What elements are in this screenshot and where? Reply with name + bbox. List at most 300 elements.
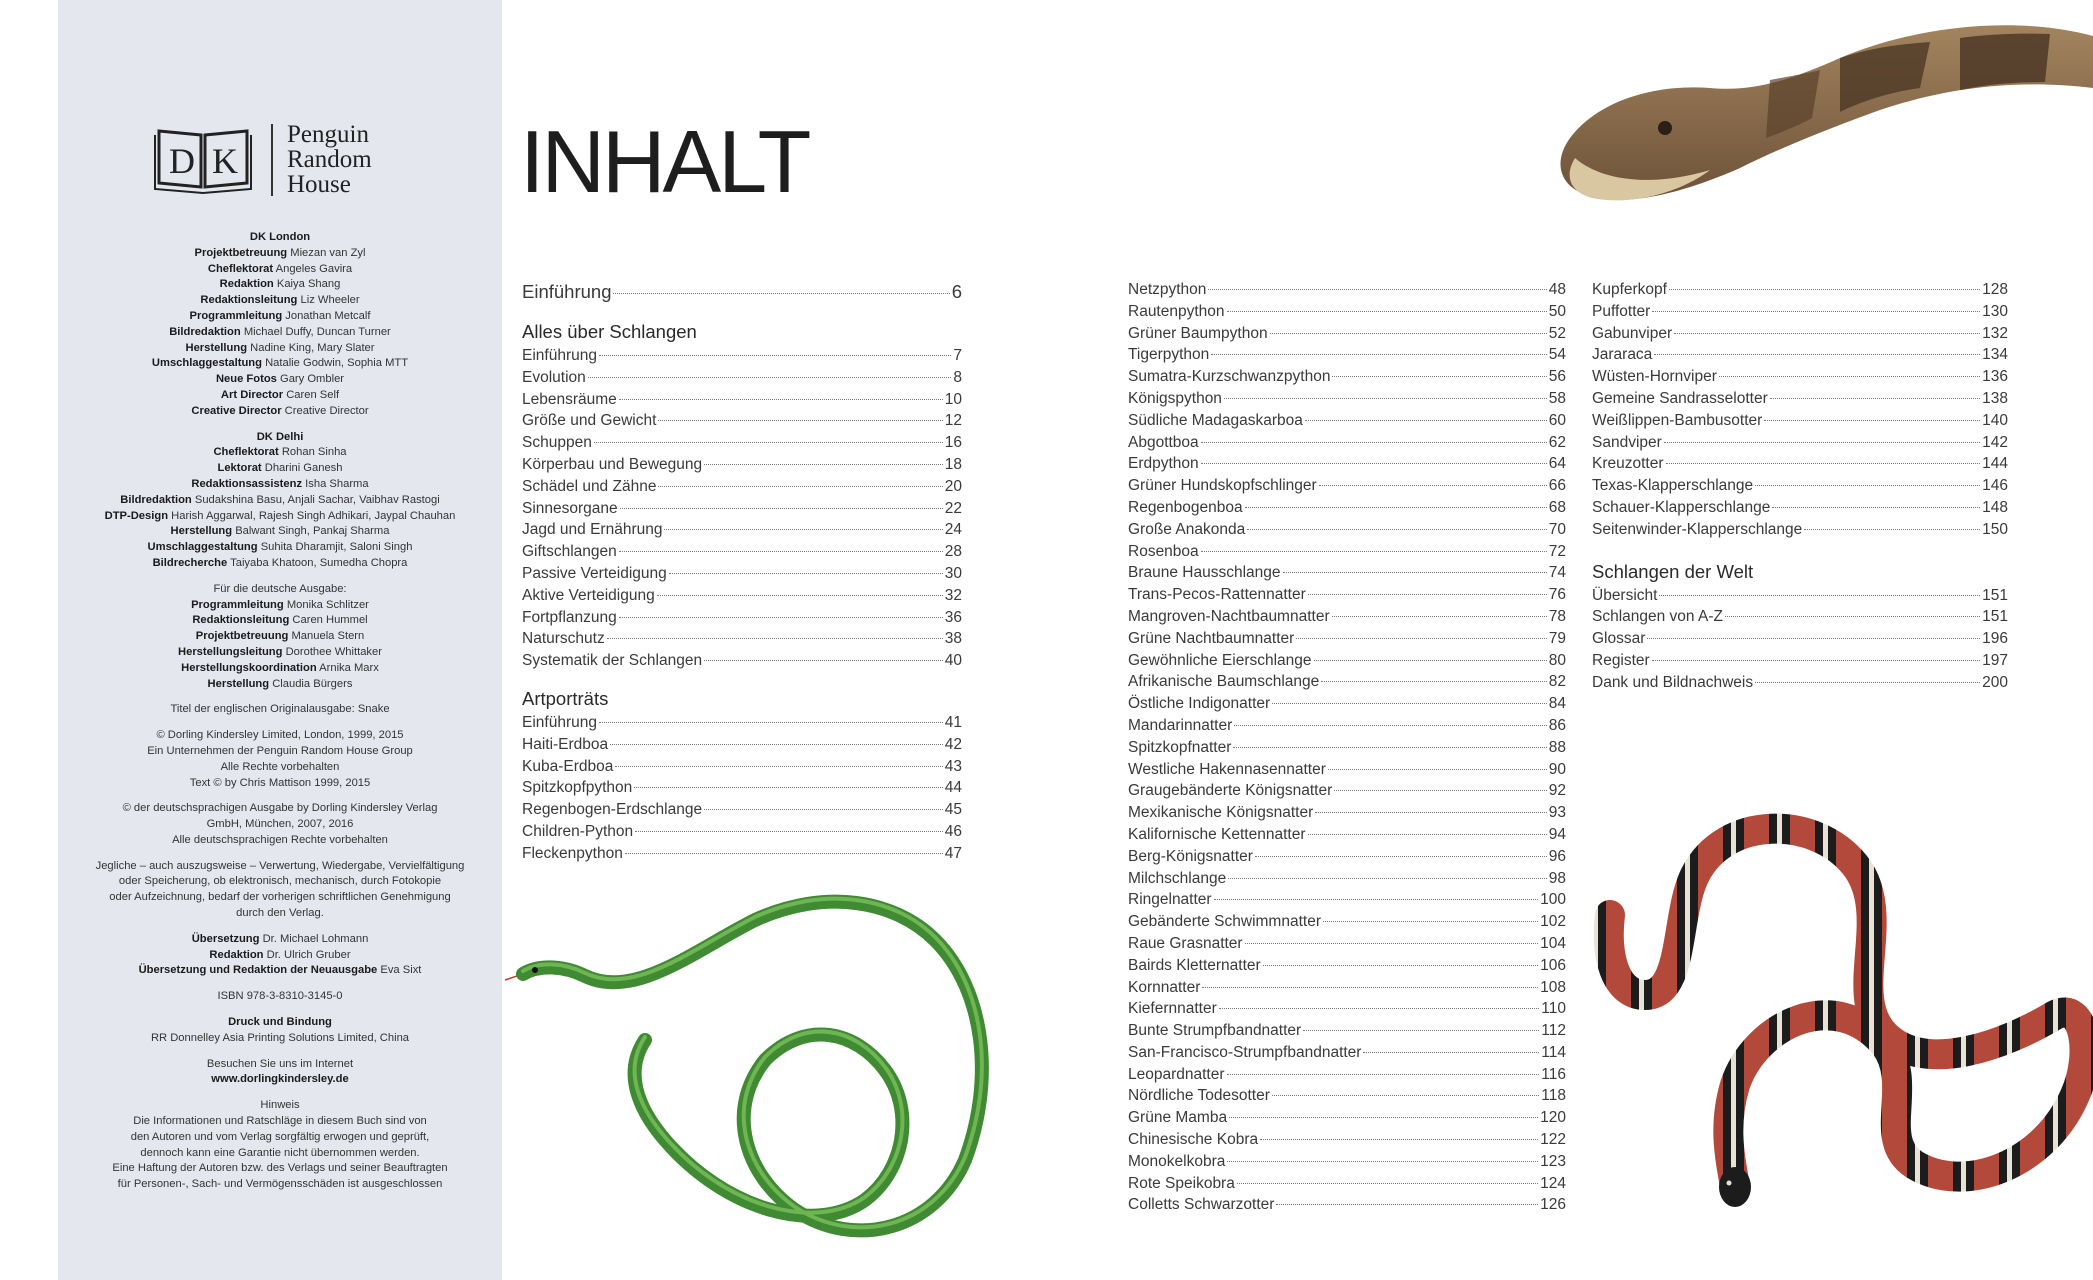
toc-entry-page: 10 [944, 390, 962, 408]
milk-snake-illustration [1585, 795, 2093, 1215]
toc-entry[interactable] [522, 519, 962, 541]
toc-entry-label: Netzpython [1128, 281, 1207, 298]
credit-role: Bildredaktion [120, 493, 192, 506]
toc-entry-page: 130 [1982, 302, 2008, 320]
toc-leader-dots [1296, 638, 1546, 639]
toc-entry-label: Kalifornische Kettennatter [1128, 825, 1306, 843]
notice-heading: Hinweis [260, 1099, 300, 1112]
toc-entry[interactable] [522, 279, 962, 305]
toc-entry[interactable] [1128, 802, 1566, 824]
toc-leader-dots [1772, 507, 1980, 508]
credits-german-edition [72, 582, 488, 693]
toc-entry-page: 82 [1548, 673, 1566, 691]
toc-entry-page: 32 [944, 586, 962, 604]
dk-letter-d: D [169, 140, 195, 181]
toc-entry-page: 144 [1982, 455, 2008, 473]
toc-entry-label: Tigerpython [1128, 346, 1210, 364]
toc-entry-label: Seitenwinder-Klapperschlange [1592, 520, 1803, 538]
toc-leader-dots [1332, 616, 1547, 617]
publisher-logo [153, 122, 372, 197]
credit-line [72, 293, 488, 309]
toc-entry-label: Aktive Verteidigung [522, 586, 655, 604]
credit-role: Bildredaktion [169, 325, 241, 338]
toc-entry[interactable] [1128, 671, 1566, 693]
toc-entry-label: Giftschlangen [522, 543, 617, 561]
toc-entry-page: 120 [1540, 1109, 1566, 1127]
credit-line [72, 404, 488, 420]
toc-entry[interactable] [1592, 628, 2008, 650]
toc-entry[interactable] [522, 628, 962, 650]
toc-leader-dots [704, 464, 943, 465]
toc-entry[interactable] [1592, 344, 2008, 366]
toc-entry-label: Evolution [522, 368, 586, 386]
toc-entry[interactable] [1128, 410, 1566, 432]
toc-entry[interactable] [1128, 519, 1566, 541]
toc-leader-dots [619, 617, 943, 618]
toc-entry-label: Körperbau und Bewegung [522, 455, 703, 473]
toc-entry[interactable] [1592, 410, 2008, 432]
toc-entry-page: 42 [944, 735, 962, 753]
toc-entry[interactable] [1592, 650, 2008, 672]
toc-entry-page: 60 [1548, 411, 1566, 429]
toc-entry-page: 54 [1548, 346, 1566, 364]
credit-name: Dorothee Whittaker [285, 645, 382, 658]
toc-entry[interactable] [1128, 584, 1566, 606]
toc-entry-label: Grüne Nachtbaumnatter [1128, 629, 1295, 647]
credit-text-line: © Dorling Kindersley Limited, London, 1999, 2015 [156, 729, 404, 742]
toc-entry[interactable] [1128, 846, 1566, 868]
toc-entry[interactable] [1128, 562, 1566, 584]
toc-leader-dots [1234, 725, 1546, 726]
toc-entry[interactable] [1592, 301, 2008, 323]
toc-entry[interactable] [522, 454, 962, 476]
toc-entry-page: 110 [1541, 1000, 1566, 1018]
credits-dk-london [72, 230, 488, 420]
toc-entry[interactable] [1592, 388, 2008, 410]
toc-entry[interactable] [1128, 1107, 1566, 1129]
toc-entry[interactable] [1128, 541, 1566, 563]
toc-entry[interactable] [1128, 977, 1566, 999]
toc-entry-label: Wüsten-Hornviper [1592, 368, 1717, 386]
toc-entry[interactable] [1592, 475, 2008, 497]
toc-entry[interactable] [1128, 693, 1566, 715]
toc-leader-dots [1669, 289, 1980, 290]
toc-entry-page: 112 [1541, 1022, 1566, 1040]
toc-leader-dots [1725, 616, 1980, 617]
toc-entry-label: Mandarinnatter [1128, 716, 1233, 734]
toc-entry-page: 116 [1541, 1065, 1566, 1083]
toc-entry[interactable] [1592, 672, 2008, 694]
toc-entry-label: Rautenpython [1128, 302, 1225, 320]
toc-leader-dots [1201, 463, 1547, 464]
credit-name: Suhita Dharamjit, Saloni Singh [260, 541, 413, 554]
toc-entry-label: Bunte Strumpfbandnatter [1128, 1022, 1302, 1040]
credit-role: Programmleitung [191, 598, 284, 611]
toc-entry-label: Naturschutz [522, 630, 605, 648]
credit-text-line: Ein Unternehmen der Penguin Random House Group [147, 744, 413, 757]
print-block [72, 1015, 488, 1047]
toc-entry-page: 118 [1541, 1087, 1566, 1105]
toc-entry[interactable] [522, 821, 962, 843]
toc-column-3 [1592, 279, 2008, 694]
toc-entry[interactable] [1128, 1151, 1566, 1173]
credit-name: Natalie Godwin, Sophia MTT [265, 357, 409, 370]
toc-entry[interactable] [1128, 279, 1566, 301]
toc-entry[interactable] [1128, 606, 1566, 628]
toc-entry-label: Colletts Schwarzotter [1128, 1196, 1275, 1214]
toc-entry[interactable] [522, 843, 962, 865]
credit-line [72, 372, 488, 388]
toc-entry-page: 106 [1540, 956, 1566, 974]
toc-leader-dots [1719, 376, 1980, 377]
publisher-name [287, 122, 372, 197]
toc-entry[interactable] [522, 563, 962, 585]
toc-entry[interactable] [522, 432, 962, 454]
toc-entry[interactable] [1128, 780, 1566, 802]
toc-entry-page: 50 [1548, 302, 1566, 320]
toc-entry[interactable] [1128, 301, 1566, 323]
credit-name: Taiyaba Khatoon, Sumedha Chopra [230, 556, 408, 569]
credit-role: Umschlaggestaltung [147, 541, 258, 554]
toc-entry-page: 79 [1548, 629, 1566, 647]
credit-line [72, 645, 488, 661]
toc-entry-label: Trans-Pecos-Rattennatter [1128, 586, 1306, 604]
toc-entry[interactable] [522, 541, 962, 563]
toc-entry-label: Register [1592, 651, 1650, 669]
toc-leader-dots [1272, 1095, 1539, 1096]
toc-entry-label: Passive Verteidigung [522, 564, 667, 582]
toc-leader-dots [1237, 1183, 1538, 1184]
toc-entry[interactable] [1592, 323, 2008, 345]
toc-entry-label: Nördliche Todesotter [1128, 1087, 1270, 1105]
toc-entry-label: Sinnesorgane [522, 499, 618, 517]
toc-leader-dots [635, 831, 943, 832]
toc-entry-page: 151 [1982, 608, 2008, 626]
toc-entry-page: 104 [1540, 934, 1566, 952]
toc-entry[interactable] [522, 585, 962, 607]
credit-role: Lektorat [217, 462, 262, 475]
toc-entry[interactable] [522, 756, 962, 778]
toc-leader-dots [658, 486, 942, 487]
toc-entry-label: Milchschlange [1128, 869, 1227, 887]
credit-name: Angeles Gavira [275, 262, 353, 275]
toc-entry-label: Mexikanische Königsnatter [1128, 804, 1314, 822]
credit-text-line: Eine Haftung der Autoren bzw. des Verlags und seiner Beauftragten [112, 1162, 448, 1175]
toc-entry[interactable] [1128, 650, 1566, 672]
credit-name: Michael Duffy, Duncan Turner [243, 325, 391, 338]
toc-section-heading: Artporträts [522, 687, 609, 709]
toc-entry[interactable] [522, 389, 962, 411]
credit-role: Herstellungsleitung [178, 645, 283, 658]
toc-entry[interactable] [1128, 323, 1566, 345]
credit-line [72, 509, 488, 525]
toc-entry-label: Regenbogen-Erdschlange [522, 801, 703, 819]
website-block [72, 1057, 488, 1089]
toc-entry[interactable] [1128, 1020, 1566, 1042]
toc-entry[interactable] [1128, 344, 1566, 366]
credit-text-line: den Autoren und vom Verlag sorgfältig erwogen und geprüft, [130, 1130, 430, 1143]
publisher-line: Penguin [287, 121, 369, 148]
credit-role: Herstellung [185, 341, 248, 354]
credit-text-line: GmbH, München, 2007, 2016 [206, 818, 354, 831]
toc-leader-dots [669, 573, 943, 574]
toc-leader-dots [615, 766, 942, 767]
credit-role: Herstellung [170, 525, 233, 538]
toc-leader-dots [619, 551, 943, 552]
toc-entry-page: 126 [1540, 1196, 1566, 1214]
toc-entry-label: Graugebänderte Königsnatter [1128, 782, 1333, 800]
toc-leader-dots [1315, 812, 1547, 813]
toc-entry[interactable] [1128, 366, 1566, 388]
milk-snake-head [1719, 1167, 1751, 1207]
toc-entry-page: 148 [1982, 498, 2008, 516]
toc-entry[interactable] [1128, 889, 1566, 911]
toc-entry-label: Berg-Königsnatter [1128, 847, 1253, 865]
toc-entry[interactable] [522, 734, 962, 756]
toc-entry-label: Regenbogenboa [1128, 498, 1243, 516]
credit-role: DTP-Design [104, 509, 169, 522]
toc-entry-page: 30 [944, 564, 962, 582]
toc-leader-dots [1363, 1052, 1539, 1053]
toc-leader-dots [1270, 333, 1547, 334]
toc-entry-label: Größe und Gewicht [522, 412, 657, 430]
website-link[interactable]: www.dorlingkindersley.de [211, 1073, 349, 1086]
toc-entry[interactable] [1128, 911, 1566, 933]
credits-dk-delhi [72, 430, 488, 572]
toc-entry-page: 146 [1982, 477, 2008, 495]
credit-line [72, 932, 488, 948]
toc-leader-dots [1224, 398, 1547, 399]
credit-text-line: oder Speicherung, ob elektronisch, mechanisch, durch Fotokopie [118, 875, 442, 888]
toc-entry-label: Grüner Baumpython [1128, 324, 1268, 342]
toc-entry-label: Grüner Hundskopfschlinger [1128, 477, 1317, 495]
credit-line [72, 246, 488, 262]
toc-entry-label: Texas-Klapperschlange [1592, 477, 1754, 495]
green-snake-eye-icon [532, 967, 538, 973]
toc-entry[interactable] [1128, 388, 1566, 410]
toc-leader-dots [1245, 507, 1547, 508]
toc-entry-label: Östliche Indigonatter [1128, 695, 1271, 713]
toc-entry[interactable] [1128, 868, 1566, 890]
toc-entry[interactable] [522, 650, 962, 672]
legal-block [72, 859, 488, 922]
credit-line [72, 613, 488, 629]
credit-name: Liz Wheeler [300, 294, 360, 307]
credit-text-line: Alle Rechte vorbehalten [220, 760, 340, 773]
toc-entry-label: Einführung [522, 281, 612, 302]
toc-entry[interactable] [1128, 955, 1566, 977]
credit-text-line: Die Informationen und Ratschläge in diesem Buch sind von [133, 1115, 427, 1128]
toc-entry[interactable] [1128, 715, 1566, 737]
credit-line [72, 948, 488, 964]
toc-entry[interactable] [1128, 1194, 1566, 1216]
toc-entry[interactable] [1592, 585, 2008, 607]
toc-entry-page: 40 [944, 652, 962, 670]
toc-entry[interactable] [1128, 1064, 1566, 1086]
toc-entry-label: Weißlippen-Bambusotter [1592, 411, 1763, 429]
credit-name: Nadine King, Mary Slater [250, 341, 375, 354]
toc-entry-label: Spitzkopfpython [522, 779, 633, 797]
toc-leader-dots [1229, 1117, 1538, 1118]
credit-role: Art Director [220, 388, 284, 401]
toc-entry-page: 48 [1548, 281, 1566, 298]
credit-line [72, 629, 488, 645]
credit-name: Monika Schlitzer [286, 598, 369, 611]
toc-entry[interactable] [1592, 432, 2008, 454]
credit-text-line: für Personen-, Sach- und Vermögensschäden ist ausgeschlossen [117, 1178, 443, 1191]
toc-leader-dots [1305, 420, 1547, 421]
toc-entry[interactable] [1592, 279, 2008, 301]
toc-entry-label: Erdpython [1128, 455, 1199, 473]
credits-heading: DK Delhi [256, 430, 304, 443]
toc-entry[interactable] [1592, 366, 2008, 388]
toc-entry-label: Rosenboa [1128, 542, 1199, 560]
toc-entry-page: 28 [944, 543, 962, 561]
toc-leader-dots [1770, 398, 1980, 399]
toc-entry[interactable] [1592, 453, 2008, 475]
toc-entry-page: 151 [1982, 586, 2008, 604]
toc-entry-page: 92 [1548, 782, 1566, 800]
toc-entry[interactable] [522, 607, 962, 629]
toc-entry-page: 114 [1541, 1043, 1566, 1061]
toc-leader-dots [1214, 899, 1539, 900]
toc-entry-page: 20 [944, 477, 962, 495]
toc-entry[interactable] [1128, 497, 1566, 519]
toc-leader-dots [664, 529, 942, 530]
credit-role: Neue Fotos [215, 373, 277, 386]
green-snake-illustration [495, 880, 1035, 1280]
toc-entry-label: Monokelkobra [1128, 1152, 1226, 1170]
dk-letter-k: K [212, 140, 238, 181]
toc-entry[interactable] [1128, 933, 1566, 955]
credit-role: Redaktionsassistenz [191, 477, 303, 490]
toc-entry[interactable] [522, 777, 962, 799]
toc-entry[interactable] [1128, 737, 1566, 759]
credit-name: Arnika Marx [319, 661, 379, 674]
credit-text-line: Alle deutschsprachigen Rechte vorbehalten [172, 833, 388, 846]
toc-entry[interactable] [1128, 1129, 1566, 1151]
toc-leader-dots [1755, 682, 1980, 683]
toc-entry[interactable] [1128, 1085, 1566, 1107]
toc-entry[interactable] [1128, 759, 1566, 781]
toc-entry[interactable] [1128, 1173, 1566, 1195]
credit-text-line: Text © by Chris Mattison 1999, 2015 [189, 776, 371, 789]
toc-leader-dots [1755, 485, 1980, 486]
credit-line [72, 556, 488, 572]
toc-entry-page: 58 [1548, 389, 1566, 407]
toc-entry-page: 98 [1548, 869, 1566, 887]
toc-leader-dots [1334, 790, 1547, 791]
toc-leader-dots [1227, 1161, 1538, 1162]
credit-line [72, 277, 488, 293]
toc-entry[interactable] [1128, 453, 1566, 475]
credits-heading: Für die deutsche Ausgabe: [213, 582, 347, 595]
toc-entry[interactable] [1128, 824, 1566, 846]
toc-entry-page: 6 [951, 281, 962, 302]
toc-entry-page: 197 [1982, 651, 2008, 669]
credit-line [72, 262, 488, 278]
credit-name: Creative Director [284, 404, 369, 417]
toc-entry-label: Spitzkopfnatter [1128, 738, 1232, 756]
toc-entry-label: Braune Hausschlange [1128, 564, 1281, 582]
toc-entry-page: 44 [944, 779, 962, 797]
credit-role: Programmleitung [189, 309, 283, 322]
toc-leader-dots [634, 787, 942, 788]
toc-entry-label: Einführung [522, 713, 597, 731]
toc-entry[interactable] [1592, 519, 2008, 541]
toc-leader-dots [588, 377, 952, 378]
toc-entry[interactable] [522, 712, 962, 734]
toc-entry[interactable] [522, 476, 962, 498]
credit-line [72, 493, 488, 509]
credit-name: Sudakshina Basu, Anjali Sachar, Vaibhav Rastogi [194, 493, 440, 506]
toc-leader-dots [1314, 660, 1547, 661]
credit-role: Redaktionsleitung [200, 294, 298, 307]
toc-leader-dots [704, 660, 943, 661]
credit-name: Caren Hummel [292, 614, 368, 627]
credit-role: Herstellung [207, 677, 270, 690]
toc-entry-label: Sandviper [1592, 433, 1662, 451]
credit-line [72, 309, 488, 325]
toc-leader-dots [1308, 834, 1547, 835]
credit-role: Herstellungskoordination [181, 661, 317, 674]
toc-entry-label: Systematik der Schlangen [522, 652, 703, 670]
credit-text-line: oder Aufzeichnung, bedarf der vorherigen schriftlichen Genehmigung [109, 891, 451, 904]
credit-name: Miezan van Zyl [290, 246, 366, 259]
toc-entry[interactable] [1128, 628, 1566, 650]
toc-entry[interactable] [1128, 475, 1566, 497]
credit-name: Eva Sixt [380, 964, 422, 977]
toc-leader-dots [1328, 769, 1547, 770]
toc-entry-page: 142 [1982, 433, 2008, 451]
toc-entry-page: 132 [1982, 324, 2008, 342]
toc-leader-dots [613, 293, 949, 294]
toc-entry[interactable] [522, 410, 962, 432]
toc-entry[interactable] [522, 345, 962, 367]
toc-entry[interactable] [522, 498, 962, 520]
toc-entry-label: Kupferkopf [1592, 281, 1667, 298]
toc-entry[interactable] [1128, 432, 1566, 454]
credit-text-line: durch den Verlag. [236, 907, 324, 920]
credit-line [72, 540, 488, 556]
toc-entry[interactable] [1128, 1042, 1566, 1064]
toc-entry[interactable] [1592, 497, 2008, 519]
toc-entry[interactable] [522, 799, 962, 821]
toc-leader-dots [1219, 1008, 1540, 1009]
toc-leader-dots [1211, 354, 1546, 355]
credit-role: Projektbetreuung [194, 246, 288, 259]
toc-leader-dots [1201, 551, 1547, 552]
credit-name: Jonathan Metcalf [285, 309, 371, 322]
toc-entry[interactable] [1128, 998, 1566, 1020]
toc-entry[interactable] [1592, 606, 2008, 628]
credit-name: Dr. Ulrich Gruber [266, 948, 351, 961]
toc-leader-dots [1202, 987, 1538, 988]
toc-leader-dots [658, 420, 942, 421]
toc-entry-label: Fortpflanzung [522, 608, 617, 626]
toc-entry[interactable] [522, 367, 962, 389]
toc-entry-page: 22 [944, 499, 962, 517]
logo-divider [271, 124, 273, 196]
toc-entry-label: Glossar [1592, 630, 1646, 648]
toc-entry-page: 66 [1548, 477, 1566, 495]
credit-line [72, 388, 488, 404]
toc-entry-page: 43 [944, 757, 962, 775]
toc-entry-page: 93 [1548, 804, 1566, 822]
toc-entry-page: 140 [1982, 411, 2008, 429]
toc-entry-page: 70 [1548, 520, 1566, 538]
toc-entry-label: Mangroven-Nachtbaumnatter [1128, 607, 1330, 625]
